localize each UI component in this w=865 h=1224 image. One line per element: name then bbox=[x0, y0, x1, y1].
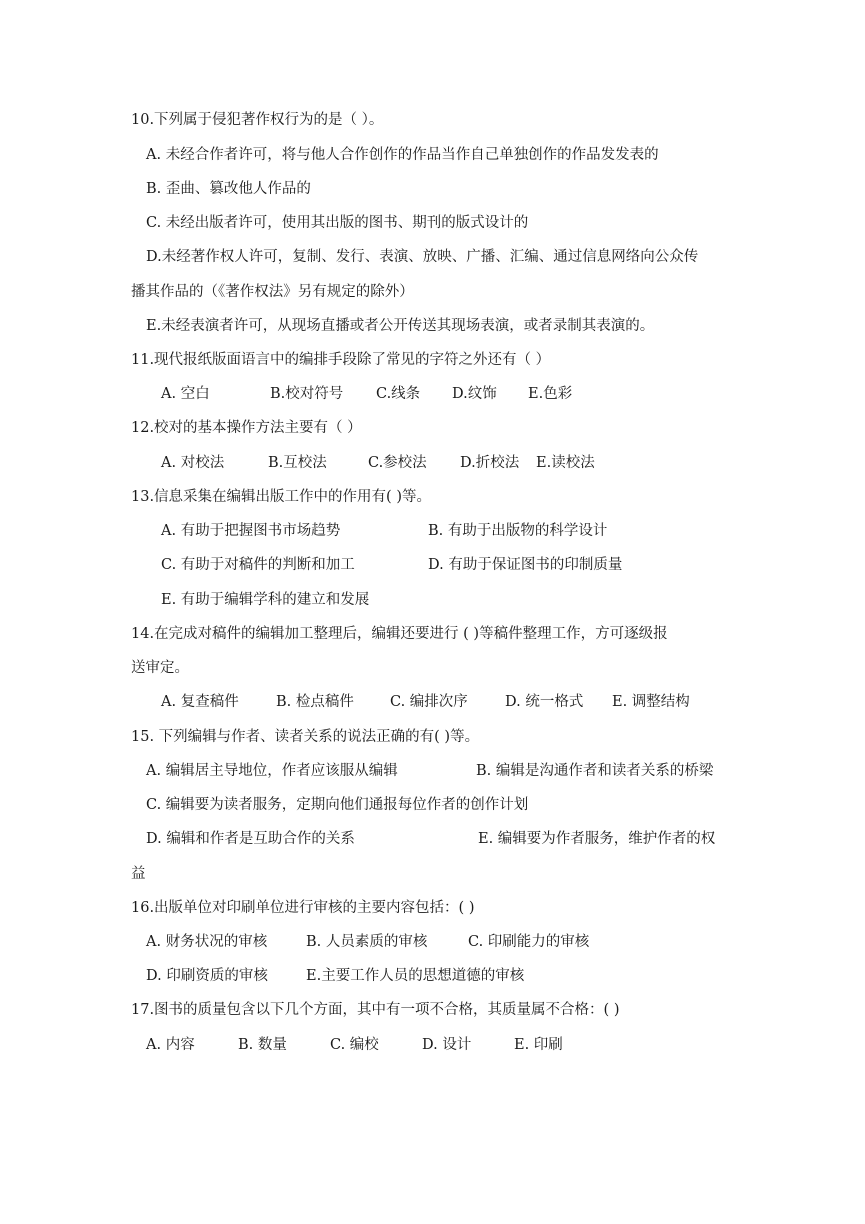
question-14-stem: 14.在完成对稿件的编辑加工整理后，编辑还要进行 ( )等稿件整理工作，方可逐级报 bbox=[131, 626, 668, 642]
question-11-stem: 11.现代报纸版面语言中的编排手段除了常见的字符之外还有（ ） bbox=[131, 352, 551, 368]
question-16-option-b: B. 人员素质的审核 bbox=[306, 934, 428, 950]
question-17-stem: 17.图书的质量包含以下几个方面，其中有一项不合格，其质量属不合格：( ) bbox=[131, 1002, 620, 1018]
question-11-option-e: E.色彩 bbox=[528, 386, 573, 402]
question-15-option-e-cont: 益 bbox=[131, 866, 146, 882]
question-12-option-c: C.参校法 bbox=[368, 455, 427, 471]
question-17-option-a: A. 内容 bbox=[146, 1037, 195, 1053]
question-11-option-b: B.校对符号 bbox=[270, 386, 344, 402]
question-14-option-b: B. 检点稿件 bbox=[276, 694, 354, 710]
question-11-option-a: A. 空白 bbox=[161, 386, 210, 402]
question-13-option-a: A. 有助于把握图书市场趋势 bbox=[161, 523, 341, 539]
question-15-stem: 15. 下列编辑与作者、读者关系的说法正确的有( )等。 bbox=[131, 729, 480, 745]
question-15-option-e: E. 编辑要为作者服务，维护作者的权 bbox=[478, 831, 716, 847]
question-15-option-b: B. 编辑是沟通作者和读者关系的桥梁 bbox=[476, 763, 714, 779]
question-15-option-c: C. 编辑要为读者服务，定期向他们通报每位作者的创作计划 bbox=[146, 797, 529, 813]
question-11-option-c: C.线条 bbox=[376, 386, 421, 402]
question-10-option-c: C. 未经出版者许可，使用其出版的图书、期刊的版式设计的 bbox=[146, 215, 529, 231]
question-10-option-e: E.未经表演者许可，从现场直播或者公开传送其现场表演，或者录制其表演的。 bbox=[146, 318, 655, 334]
question-15-option-d: D. 编辑和作者是互助合作的关系 bbox=[146, 831, 355, 847]
question-10-option-d-cont: 播其作品的（《著作权法》另有规定的除外） bbox=[131, 284, 414, 300]
question-14-option-a: A. 复查稿件 bbox=[161, 694, 239, 710]
question-12-stem: 12.校对的基本操作方法主要有（ ） bbox=[131, 420, 362, 436]
question-16-stem: 16.出版单位对印刷单位进行审核的主要内容包括：( ) bbox=[131, 900, 475, 916]
question-16-option-c: C. 印刷能力的审核 bbox=[468, 934, 590, 950]
question-13-option-b: B. 有助于出版物的科学设计 bbox=[428, 523, 608, 539]
question-16-option-d: D. 印刷资质的审核 bbox=[146, 968, 268, 984]
question-10-option-d: D.未经著作权人许可，复制、发行、表演、放映、广播、汇编、通过信息网络向公众传 bbox=[146, 249, 699, 265]
question-10-stem: 10.下列属于侵犯著作权行为的是（ ）。 bbox=[131, 112, 384, 128]
question-12-option-a: A. 对校法 bbox=[161, 455, 225, 471]
question-11-option-d: D.纹饰 bbox=[452, 386, 497, 402]
question-14-option-c: C. 编排次序 bbox=[390, 694, 468, 710]
question-17-option-c: C. 编校 bbox=[330, 1037, 379, 1053]
question-12-option-e: E.读校法 bbox=[536, 455, 595, 471]
question-16-option-e: E.主要工作人员的思想道德的审核 bbox=[306, 968, 525, 984]
question-13-option-c: C. 有助于对稿件的判断和加工 bbox=[161, 557, 355, 573]
question-14-option-d: D. 统一格式 bbox=[505, 694, 584, 710]
question-14-stem-cont: 送审定。 bbox=[131, 660, 189, 676]
question-14-option-e: E. 调整结构 bbox=[612, 694, 690, 710]
question-12-option-d: D.折校法 bbox=[460, 455, 520, 471]
question-17-option-b: B. 数量 bbox=[238, 1037, 287, 1053]
question-13-option-d: D. 有助于保证图书的印制质量 bbox=[428, 557, 623, 573]
question-13-option-e: E. 有助于编辑学科的建立和发展 bbox=[161, 592, 370, 608]
question-16-option-a: A. 财务状况的审核 bbox=[146, 934, 268, 950]
question-15-option-a: A. 编辑居主导地位，作者应该服从编辑 bbox=[146, 763, 398, 779]
question-10-option-b: B. 歪曲、篡改他人作品的 bbox=[146, 181, 311, 197]
question-17-option-e: E. 印刷 bbox=[514, 1037, 563, 1053]
question-13-stem: 13.信息采集在编辑出版工作中的作用有( )等。 bbox=[131, 489, 431, 505]
question-17-option-d: D. 设计 bbox=[422, 1037, 472, 1053]
question-10-option-a: A. 未经合作者许可，将与他人合作创作的作品当作自己单独创作的作品发发表的 bbox=[146, 147, 659, 163]
question-12-option-b: B.互校法 bbox=[268, 455, 327, 471]
